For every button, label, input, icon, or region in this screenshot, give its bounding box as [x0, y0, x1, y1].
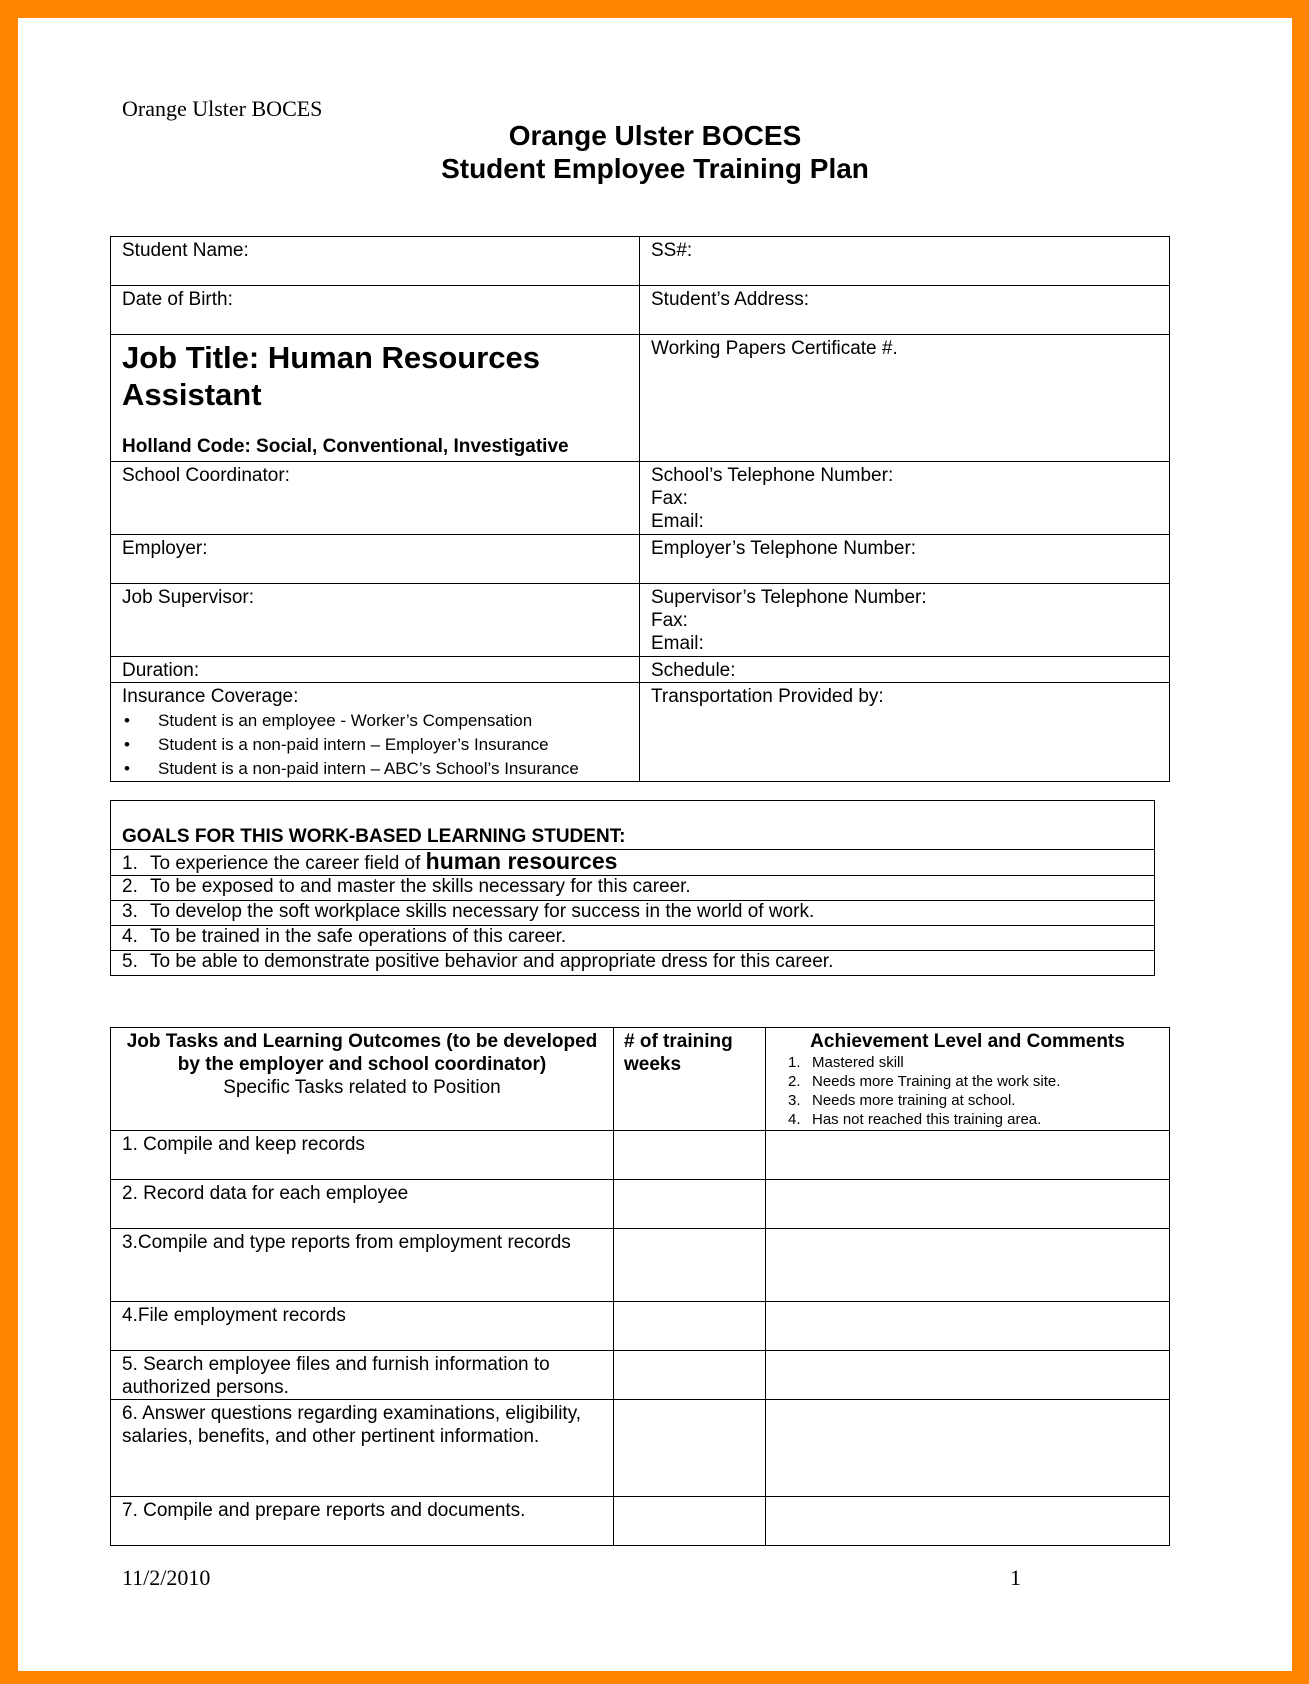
ss-cell: SS#: — [640, 237, 1170, 286]
goal-row — [111, 951, 1155, 976]
goal-text: To be exposed to and master the skills necessary for this career. — [150, 876, 691, 897]
comments-cell — [766, 1351, 1170, 1400]
title-line-2: Student Employee Training Plan — [441, 153, 869, 184]
holland-code: Holland Code: Social, Conventional, Investigative — [122, 436, 569, 457]
weeks-cell — [614, 1351, 766, 1400]
achievement-header-cell — [766, 1028, 1170, 1131]
achievement-title: Achievement Level and Comments — [810, 1031, 1125, 1052]
address-cell: Student’s Address: — [640, 286, 1170, 335]
insurance-list — [122, 709, 628, 781]
goal-number: 2. — [122, 876, 138, 897]
weeks-cell — [614, 1229, 766, 1302]
job-title: Job Title: Human Resources Assistant — [122, 340, 541, 412]
comments-cell — [766, 1131, 1170, 1180]
task-cell: 1. Compile and keep records — [111, 1131, 614, 1180]
task-cell: 6. Answer questions regarding examinations, eligibility, salaries, benefits, and other pertinent information. — [111, 1400, 614, 1497]
task-cell: 3.Compile and type reports from employment records — [111, 1229, 614, 1302]
duration-cell: Duration: — [111, 657, 640, 683]
comments-cell — [766, 1497, 1170, 1546]
job-supervisor-cell: Job Supervisor: — [111, 584, 640, 657]
task-cell: 5. Search employee files and furnish information to authorized persons. — [111, 1351, 614, 1400]
goals-heading: GOALS FOR THIS WORK-BASED LEARNING STUDENT: — [111, 801, 1155, 850]
tasks-header-title: Job Tasks and Learning Outcomes (to be developed by the employer and school coordinator) — [126, 1031, 598, 1075]
insurance-label: Insurance Coverage: — [122, 686, 299, 707]
student-info-table — [110, 236, 1170, 782]
comments-cell — [766, 1302, 1170, 1351]
page-title — [18, 119, 1292, 185]
tasks-header-subtitle: Specific Tasks related to Position — [223, 1077, 501, 1098]
list-item: 3. Needs more training at school. — [788, 1092, 1016, 1109]
goal-number: 5. — [122, 951, 138, 972]
goal-number: 3. — [122, 901, 138, 922]
weeks-cell — [614, 1180, 766, 1229]
page-number: 1 — [1010, 1565, 1021, 1590]
goal-row — [111, 876, 1155, 901]
list-item: 4. Has not reached this training area. — [788, 1111, 1042, 1128]
comments-cell — [766, 1229, 1170, 1302]
goal-text: To develop the soft workplace skills necessary for success in the world of work. — [150, 901, 815, 922]
tasks-header-cell — [111, 1028, 614, 1131]
task-cell: 4.File employment records — [111, 1302, 614, 1351]
goal-row — [111, 926, 1155, 951]
goal-number: 4. — [122, 926, 138, 947]
weeks-cell — [614, 1302, 766, 1351]
list-item: 1. Mastered skill — [788, 1054, 904, 1071]
goal-row — [111, 850, 1155, 876]
list-item: • Student is a non-paid intern – ABC’s School’s Insurance — [122, 757, 628, 781]
goal-text: To be trained in the safe operations of this career. — [150, 926, 567, 947]
header-org: Orange Ulster BOCES — [122, 96, 323, 121]
goals-table — [110, 800, 1155, 976]
task-cell: 2. Record data for each employee — [111, 1180, 614, 1229]
weeks-cell — [614, 1400, 766, 1497]
supervisor-contact-cell — [640, 584, 1170, 657]
supervisor-phone: Supervisor’s Telephone Number: — [651, 587, 927, 608]
school-contact-cell — [640, 462, 1170, 535]
goal-text: To be able to demonstrate positive behavior and appropriate dress for this career. — [150, 951, 834, 972]
transportation-cell: Transportation Provided by: — [640, 683, 1170, 782]
school-email: Email: — [651, 511, 704, 532]
dob-cell: Date of Birth: — [111, 286, 640, 335]
comments-cell — [766, 1400, 1170, 1497]
employer-cell: Employer: — [111, 535, 640, 584]
goal-row — [111, 901, 1155, 926]
school-fax: Fax: — [651, 488, 688, 509]
title-line-1: Orange Ulster BOCES — [508, 120, 802, 151]
student-name-cell: Student Name: — [111, 237, 640, 286]
schedule-cell: Schedule: — [640, 657, 1170, 683]
weeks-header-cell: # of training weeks — [614, 1028, 766, 1131]
weeks-cell — [614, 1497, 766, 1546]
footer-date: 11/2/2010 — [122, 1565, 211, 1590]
school-phone: School’s Telephone Number: — [651, 465, 894, 486]
tasks-table — [110, 1027, 1170, 1546]
task-cell: 7. Compile and prepare reports and documents. — [111, 1497, 614, 1546]
comments-cell — [766, 1180, 1170, 1229]
document-page — [18, 18, 1292, 1671]
weeks-cell — [614, 1131, 766, 1180]
list-item: • Student is a non-paid intern – Employer’s Insurance — [122, 733, 628, 757]
goal-text: To experience the career field of — [150, 853, 421, 874]
job-title-cell — [111, 335, 640, 462]
list-item: 2. Needs more Training at the work site. — [788, 1073, 1061, 1090]
goal-emphasis: human resources — [425, 848, 618, 874]
working-papers-cell: Working Papers Certificate #. — [640, 335, 1170, 462]
insurance-cell — [111, 683, 640, 782]
list-item: • Student is an employee - Worker’s Compensation — [122, 709, 628, 733]
goal-number: 1. — [122, 853, 138, 874]
school-coordinator-cell: School Coordinator: — [111, 462, 640, 535]
employer-phone-cell: Employer’s Telephone Number: — [640, 535, 1170, 584]
supervisor-fax: Fax: — [651, 610, 688, 631]
supervisor-email: Email: — [651, 633, 704, 654]
achievement-levels — [776, 1053, 1159, 1129]
